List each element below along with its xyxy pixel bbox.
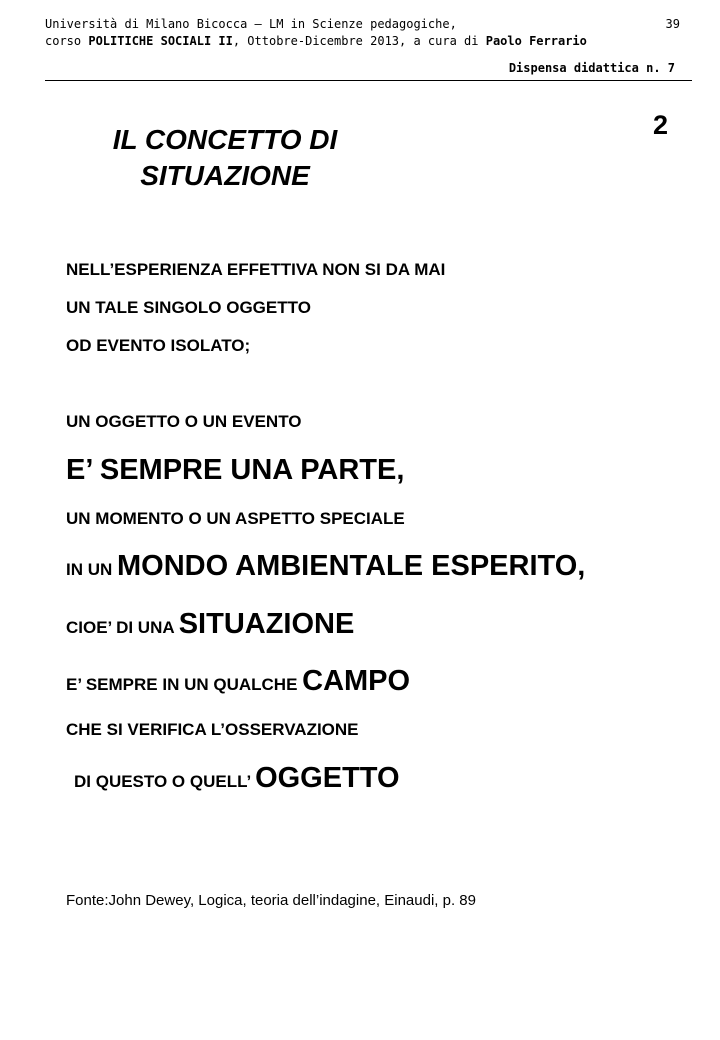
- dispensa-label: Dispensa didattica n. 7: [508, 61, 675, 75]
- course-author: Paolo Ferrario: [485, 34, 587, 48]
- body-line-3: OD EVENTO ISOLATO;: [66, 336, 251, 355]
- body-line-6: UN MOMENTO O UN ASPETTO SPECIALE: [66, 509, 405, 528]
- slide-number: 2: [652, 110, 668, 140]
- body-line-2: UN TALE SINGOLO OGGETTO: [66, 298, 311, 317]
- course-name: POLITICHE SOCIALI II: [88, 34, 233, 48]
- header-course-line: [45, 33, 587, 49]
- title-line-1: IL CONCETTO DI: [112, 124, 338, 155]
- body-line-8-lead: CIOE’ DI UNA: [66, 618, 179, 637]
- body-line-8-emphasis: SITUAZIONE: [178, 608, 355, 640]
- body-line-7: [66, 550, 585, 583]
- body-line-9-lead: E’ SEMPRE IN UN QUALCHE: [66, 675, 303, 694]
- body-line-7-emphasis: MONDO AMBIENTALE ESPERITO,: [117, 550, 586, 582]
- body-line-11-emphasis: OGGETTO: [255, 762, 400, 794]
- page-title: [60, 122, 390, 194]
- body-line-4: UN OGGETTO O UN EVENTO: [66, 412, 302, 431]
- header-divider: [45, 80, 692, 81]
- body-line-11: [74, 762, 400, 795]
- course-prefix: corso: [45, 34, 89, 48]
- source-citation: Fonte:John Dewey, Logica, teoria dell’indagine, Einaudi, p. 89: [66, 892, 476, 909]
- body-line-11-lead: DI QUESTO O QUELL’: [74, 772, 256, 791]
- body-line-10: CHE SI VERIFICA L’OSSERVAZIONE: [66, 720, 359, 739]
- body-line-5-emphasis: E’ SEMPRE UNA PARTE,: [66, 454, 405, 486]
- page-number: 39: [665, 17, 680, 31]
- body-line-9-emphasis: CAMPO: [302, 665, 411, 697]
- course-dates: , Ottobre-Dicembre 2013, a cura di: [232, 34, 486, 48]
- body-line-7-lead: IN UN: [66, 560, 117, 579]
- body-line-9: [66, 665, 410, 698]
- body-line-1: NELL’ESPERIENZA EFFETTIVA NON SI DA MAI: [66, 260, 446, 279]
- header-institution-line: Università di Milano Bicocca – LM in Scienze pedagogiche,: [45, 17, 457, 31]
- body-line-8: [66, 608, 354, 641]
- title-line-2: SITUAZIONE: [140, 160, 310, 191]
